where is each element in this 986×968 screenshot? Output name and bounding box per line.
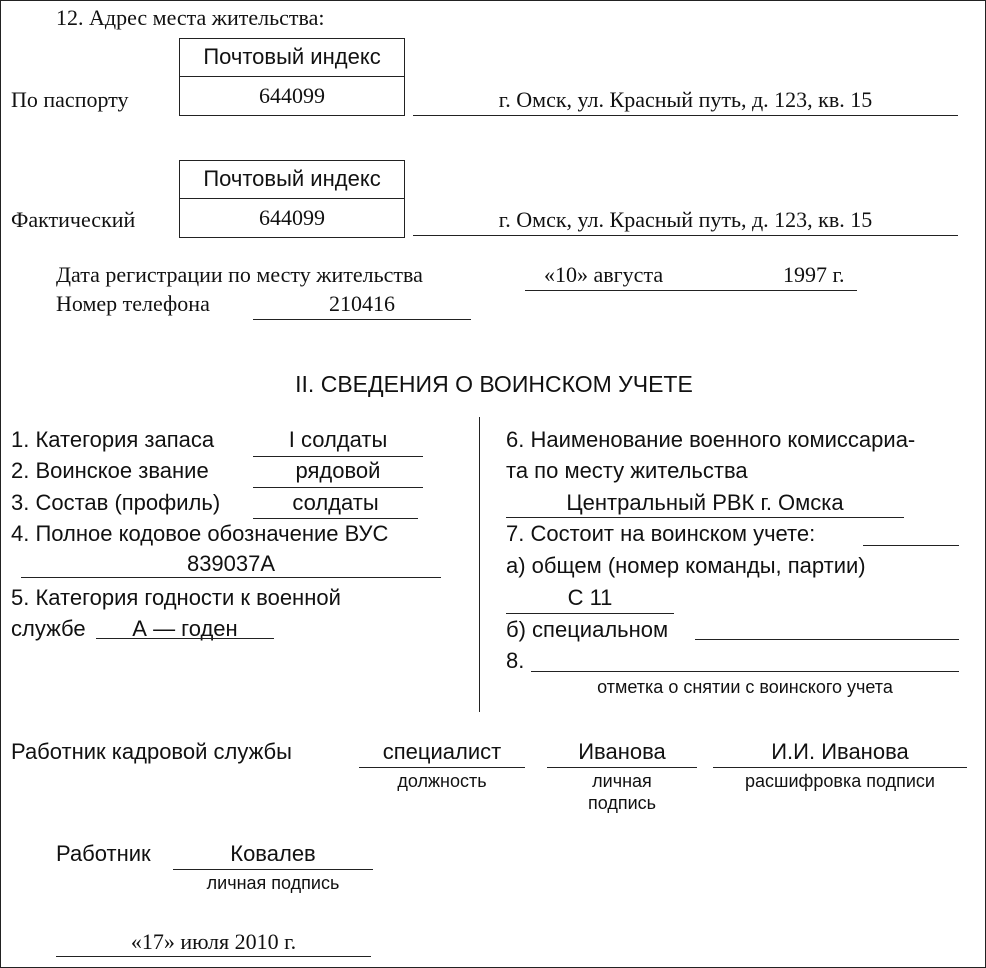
phone-label: Номер телефона	[56, 291, 210, 316]
employee-signature-value: Ковалев	[230, 841, 316, 866]
hr-signature-name-line	[713, 767, 967, 768]
actual-postal-code: 644099	[259, 205, 325, 230]
registration-date-line	[525, 290, 857, 291]
passport-postal-code: 644099	[259, 83, 325, 108]
fitness-line	[96, 638, 274, 639]
employee-signature-line	[173, 869, 373, 870]
employee-label: Работник	[56, 841, 151, 866]
fitness-label-line2: службе	[11, 616, 86, 641]
actual-postal-box	[179, 160, 405, 238]
registration-date-label: Дата регистрации по месту жительства	[56, 262, 423, 287]
hr-signature-value: Иванова	[578, 739, 666, 764]
vus-value: 839037А	[186, 551, 276, 576]
phone-value: 210416	[329, 291, 395, 316]
special-registration-label: б) специальном	[506, 617, 669, 642]
hr-position-line	[359, 767, 525, 768]
registered-label: 7. Состоит на воинском учете:	[506, 521, 816, 546]
passport-address-value: г. Омск, ул. Красный путь, д. 123, кв. 15	[498, 87, 873, 112]
commissariat-label-line1: 6. Наименование военного комиссариа-	[506, 427, 916, 452]
reserve-category-line	[253, 456, 423, 457]
hr-signature-name-caption: расшифровка подписи	[745, 771, 935, 791]
military-rank-line	[253, 487, 423, 488]
composition-value: солдаты	[292, 490, 379, 515]
hr-position-value: специалист	[382, 739, 502, 764]
vus-line	[21, 577, 441, 578]
commissariat-label-line2: та по месту жительства	[506, 458, 748, 483]
item-8-label: 8.	[506, 648, 525, 673]
fitness-value: А — годен	[132, 616, 238, 641]
hr-signature-name-value: И.И. Иванова	[771, 739, 909, 764]
general-registration-line	[506, 613, 674, 614]
section-heading: II. СВЕДЕНИЯ О ВОИНСКОМ УЧЕТЕ	[295, 371, 693, 397]
reserve-category-label: 1. Категория запаса	[11, 427, 215, 452]
actual-address-line	[413, 235, 958, 236]
item-8-line	[531, 671, 959, 672]
passport-postal-box	[179, 38, 405, 116]
registered-line	[863, 545, 959, 546]
passport-address-label: По паспорту	[11, 87, 129, 112]
column-divider	[479, 417, 480, 712]
registration-date-year: 1997 г.	[783, 262, 845, 287]
commissariat-line	[506, 517, 904, 518]
vus-label: 4. Полное кодовое обозначение ВУС	[11, 521, 389, 546]
document-date: «17» июля 2010 г.	[130, 929, 297, 954]
passport-address-line	[413, 115, 958, 116]
military-rank-label: 2. Воинское звание	[11, 458, 209, 483]
hr-signature-caption-line2: подпись	[587, 793, 657, 813]
hr-signature-caption-line1: личная	[592, 771, 652, 791]
deregistration-caption: отметка о снятии с воинского учета	[597, 677, 893, 697]
document-date-line	[56, 956, 371, 957]
special-registration-line	[695, 639, 959, 640]
hr-position-caption: должность	[397, 771, 487, 791]
composition-label: 3. Состав (профиль)	[11, 490, 221, 515]
hr-signature-line	[547, 767, 697, 768]
military-rank-value: рядовой	[295, 458, 381, 483]
hr-worker-label: Работник кадровой службы	[11, 739, 292, 764]
composition-line	[253, 518, 418, 519]
actual-postal-header: Почтовый индекс	[180, 161, 404, 199]
commissariat-value: Центральный РВК г. Омска	[566, 490, 844, 515]
reserve-category-value: I солдаты	[288, 427, 388, 452]
general-registration-value: С 11	[567, 585, 613, 610]
employee-signature-caption: личная подпись	[206, 873, 340, 893]
address-heading: 12. Адрес места жительства:	[56, 5, 325, 30]
actual-address-label: Фактический	[11, 207, 136, 232]
actual-address-value: г. Омск, ул. Красный путь, д. 123, кв. 15	[498, 207, 873, 232]
phone-line	[253, 319, 471, 320]
registration-date-day-month: «10» августа	[544, 262, 664, 287]
general-registration-label: а) общем (номер команды, партии)	[506, 553, 866, 578]
passport-postal-header: Почтовый индекс	[180, 39, 404, 77]
fitness-label-line1: 5. Категория годности к военной	[11, 585, 341, 610]
